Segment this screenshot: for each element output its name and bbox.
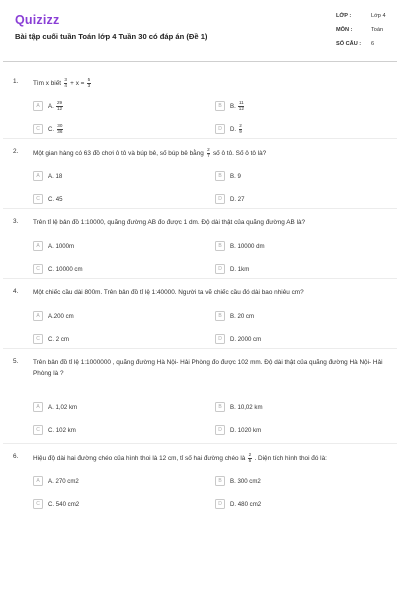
fraction-denominator: 4	[64, 82, 67, 88]
option-label: A. 1,02 km	[48, 403, 78, 411]
meta-value: 6	[371, 41, 375, 47]
fraction	[248, 453, 252, 464]
answer-option-d[interactable]	[215, 264, 249, 274]
answer-option-b[interactable]	[215, 101, 245, 112]
fraction-numerator: 11	[238, 100, 244, 105]
fraction	[207, 148, 211, 159]
meta-label: MÔN :	[336, 27, 353, 33]
option-label: B. 9	[230, 172, 241, 180]
option-label: D. 1020 km	[230, 426, 262, 434]
fraction	[64, 78, 68, 89]
fraction	[57, 124, 63, 135]
answer-option-d[interactable]	[215, 334, 261, 344]
option-label: B. $\frac{11}{12}$	[230, 100, 244, 111]
question-divider	[3, 278, 397, 279]
option-letter-box: D	[215, 124, 225, 134]
option-label: D. 27	[230, 195, 245, 203]
worksheet-title: Bài tập cuối tuần Toán lớp 4 Tuần 30 có đáp án (Đề 1)	[15, 32, 208, 41]
answer-option-b[interactable]	[215, 241, 265, 251]
answer-option-b[interactable]	[215, 476, 261, 486]
fraction-denominator: 12	[56, 105, 63, 111]
option-label: C. 10000 cm	[48, 265, 83, 273]
fraction-denominator: 5	[248, 457, 252, 463]
answer-option-b[interactable]	[215, 402, 263, 412]
answer-option-c[interactable]	[33, 194, 63, 204]
option-letter-box: B	[215, 171, 225, 181]
option-letter-box: C	[33, 334, 43, 344]
option-label: A. 1000m	[48, 242, 75, 250]
fraction-numerator: 30	[57, 123, 63, 128]
answer-option-a[interactable]	[33, 101, 64, 112]
option-letter-box: A	[33, 476, 43, 486]
option-letter-box: B	[215, 476, 225, 486]
meta-value: Lớp 4	[371, 13, 386, 19]
quizizz-logo[interactable]: Quizizz	[15, 13, 60, 27]
fraction-numerator: 2	[207, 147, 210, 152]
option-letter-box: D	[215, 425, 225, 435]
question-divider	[3, 348, 397, 349]
fraction-numerator: 2	[248, 452, 252, 457]
answer-option-a[interactable]	[33, 171, 62, 181]
answer-option-d[interactable]	[215, 499, 261, 509]
option-label: B. 10000 dm	[230, 242, 265, 250]
fraction-numerator: 3	[64, 77, 67, 82]
fraction-denominator: 7	[207, 152, 210, 158]
question-number: 1.	[13, 78, 19, 85]
question-number: 3.	[13, 218, 19, 225]
option-letter-box: C	[33, 194, 43, 204]
option-letter-box: B	[215, 241, 225, 251]
question-text: Trên bản đồ tỉ lệ 1:1000000 , quãng đường Hà Nội- Hải Phòng đo được 102 mm. Độ dài thật của quãng đường Hà Nội- Hải Phòng là ?	[33, 359, 383, 377]
option-label: B. 20 cm	[230, 312, 255, 320]
fraction	[238, 101, 244, 112]
option-letter-box: B	[215, 311, 225, 321]
meta-row-question-count	[336, 41, 396, 55]
question-text: Trên tỉ lệ bản đồ 1:10000, quãng đường AB đo được 1 dm. Độ dài thật của quãng đường AB là?	[33, 219, 306, 226]
option-label: C. 45	[48, 195, 63, 203]
option-label: A.200 cm	[48, 312, 74, 320]
fraction-denominator: 9	[239, 128, 242, 134]
option-letter-box: A	[33, 241, 43, 251]
option-label: A. $\frac{29}{12}$	[48, 100, 63, 111]
meta-label: SỐ CÂU :	[336, 41, 362, 47]
option-label: B. 10,02 km	[230, 403, 263, 411]
question-divider	[3, 138, 397, 139]
meta-label: LỚP :	[336, 13, 352, 19]
option-label: A. 18	[48, 172, 63, 180]
answer-option-a[interactable]	[33, 476, 79, 486]
fraction	[56, 101, 62, 112]
meta-row-subject	[336, 27, 396, 41]
option-letter-box: A	[33, 311, 43, 321]
meta-row-class	[336, 13, 396, 27]
option-letter-box: D	[215, 264, 225, 274]
worksheet-meta	[336, 13, 396, 55]
fraction-denominator: 12	[238, 105, 244, 111]
worksheet-header	[3, 0, 397, 62]
option-label: C. 540 cm2	[48, 500, 80, 508]
option-letter-box: C	[33, 124, 43, 134]
answer-option-d[interactable]	[215, 425, 261, 435]
option-label: D. $\frac{2}{9}$	[230, 123, 242, 134]
fraction	[87, 78, 91, 89]
question-divider	[3, 443, 397, 444]
answer-option-a[interactable]	[33, 402, 77, 412]
fraction-denominator: 36	[57, 128, 63, 134]
question-number: 4.	[13, 288, 19, 295]
answer-option-b[interactable]	[215, 311, 254, 321]
option-label: D. 2000 cm	[230, 335, 262, 343]
question-text: Hiệu độ dài hai đường chéo của hình thoi là 12 cm, tỉ số hai đường chéo là $\frac{2}{5}$ . Diện tích hình thoi đó là:	[33, 452, 327, 463]
option-letter-box: C	[33, 264, 43, 274]
question-divider	[3, 208, 397, 209]
fraction-numerator: 29	[56, 100, 63, 105]
option-letter-box: C	[33, 499, 43, 509]
option-label: B. 300 cm2	[230, 477, 261, 485]
option-label: D. 1km	[230, 265, 250, 273]
answer-option-c[interactable]	[33, 124, 64, 135]
question-number: 5.	[13, 358, 19, 365]
fraction	[239, 124, 243, 135]
option-label: C. $\frac{30}{36}$	[48, 123, 63, 134]
option-letter-box: B	[215, 101, 225, 111]
fraction-numerator: 2	[239, 123, 242, 128]
answer-option-c[interactable]	[33, 425, 76, 435]
option-letter-box: A	[33, 402, 43, 412]
option-letter-box: D	[215, 194, 225, 204]
option-label: A. 270 cm2	[48, 477, 79, 485]
question-number: 6.	[13, 453, 19, 460]
option-letter-box: D	[215, 499, 225, 509]
option-letter-box: A	[33, 101, 43, 111]
option-label: D. 480 cm2	[230, 500, 262, 508]
answer-option-c[interactable]	[33, 264, 83, 274]
option-label: C. 2 cm	[48, 335, 69, 343]
answer-option-c[interactable]	[33, 334, 69, 344]
option-letter-box: A	[33, 171, 43, 181]
answer-option-a[interactable]	[33, 241, 74, 251]
answer-option-d[interactable]	[215, 194, 245, 204]
answer-option-c[interactable]	[33, 499, 79, 509]
fraction-numerator: 5	[87, 77, 91, 82]
answer-option-d[interactable]	[215, 124, 243, 135]
question-text: Một gian hàng có 63 đồ chơi ô tô và búp bê, số búp bê bằng $\frac{2}{7}$ số ô tô. Số ô tô là?	[33, 147, 267, 158]
question-text: Tìm x biết $\frac{3}{4}$ + x = $\frac{5}{3}$	[33, 77, 91, 88]
option-letter-box: D	[215, 334, 225, 344]
option-letter-box: B	[215, 402, 225, 412]
fraction-denominator: 3	[87, 82, 91, 88]
meta-value: Toán	[371, 27, 384, 33]
option-letter-box: C	[33, 425, 43, 435]
option-label: C. 102 km	[48, 426, 76, 434]
question-text: Một chiếc cầu dài 800m. Trên bản đồ tỉ lệ 1:40000. Người ta vẽ chiếc cầu đó dài bao nhiêu cm?	[33, 289, 304, 296]
answer-option-b[interactable]	[215, 171, 241, 181]
answer-option-a[interactable]	[33, 311, 74, 321]
question-number: 2.	[13, 148, 19, 155]
